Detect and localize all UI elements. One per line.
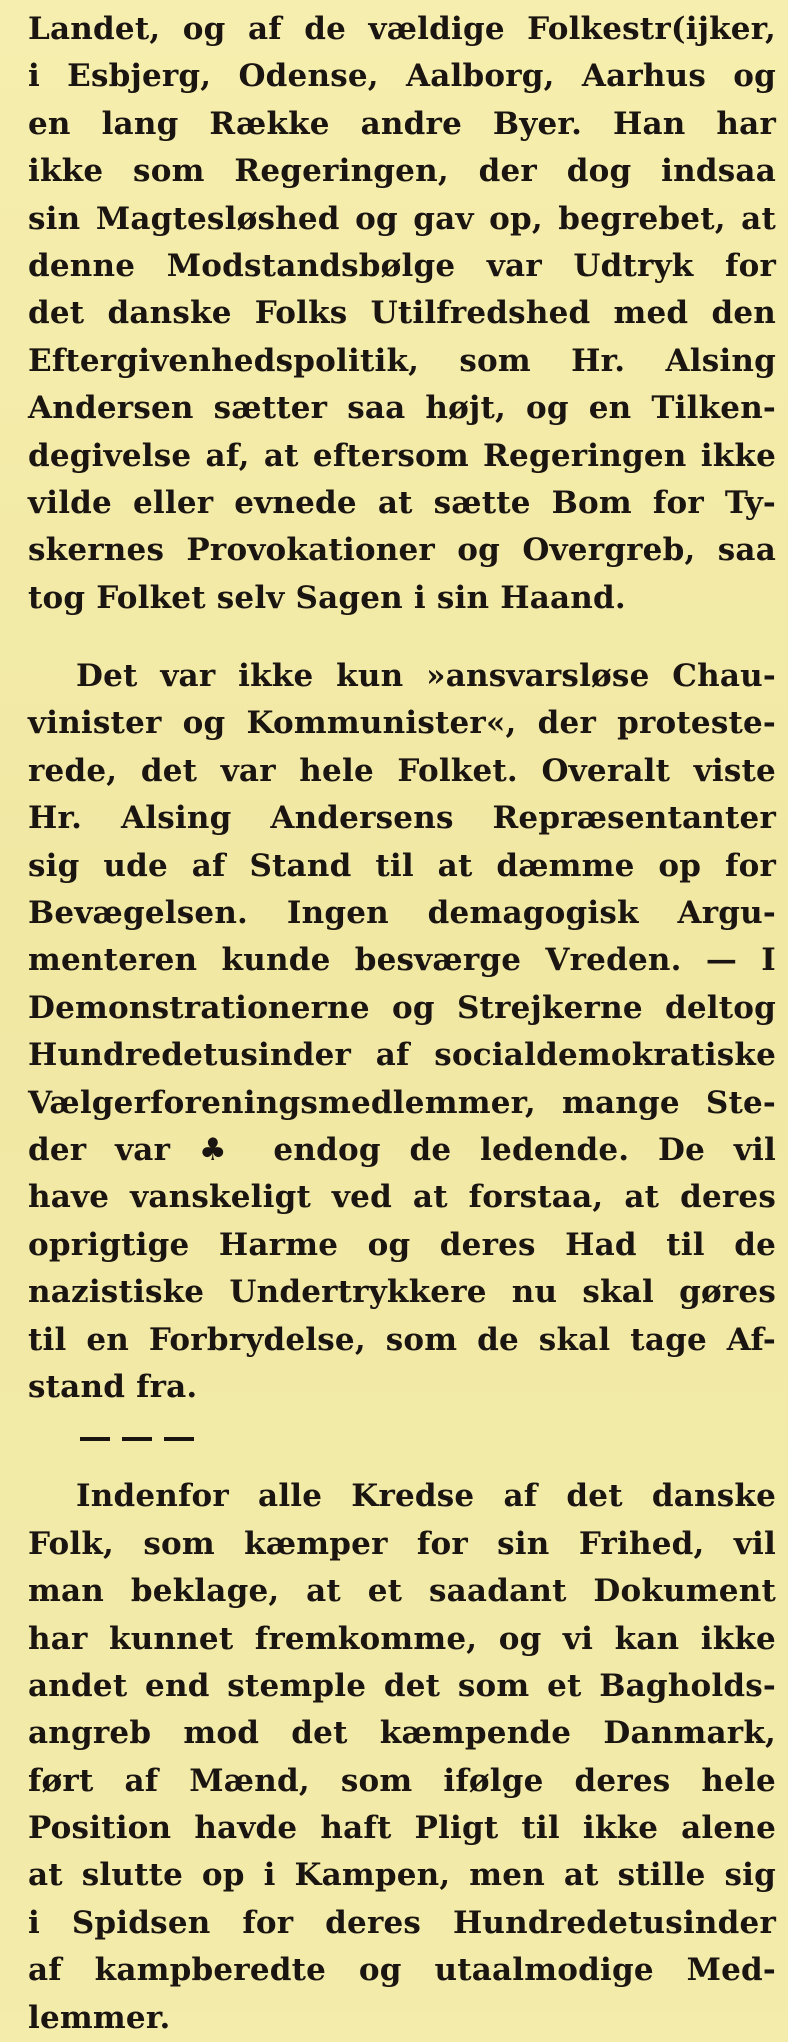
text-line: nazistiske Undertrykkere nu skal gøres <box>28 1274 776 1311</box>
text-line: Landet, og af de vældige Folkestr(ijker, <box>28 11 776 47</box>
text-line: ikke som Regeringen, der dog indsaa <box>28 153 776 190</box>
text-line: have vanskeligt ved at forstaa, at deres <box>28 1179 776 1216</box>
text-line: Indenfor alle Kredse af det danske <box>76 1478 776 1515</box>
text-line: til en Forbrydelse, som de skal tage Af- <box>28 1321 776 1358</box>
paragraph-gap <box>28 622 776 653</box>
text-line: en lang Række andre Byer. Han har <box>28 105 776 142</box>
text-line: Andersen sætter saa højt, og en Tilken- <box>28 390 776 427</box>
text-line: Eftergivenhedspolitik, som Hr. Alsing <box>28 342 776 379</box>
text-line: at slutte op i Kampen, men at stille sig <box>28 1857 776 1894</box>
text-line: denne Modstandsbølge var Udtryk for <box>28 247 776 284</box>
text-line: Position havde haft Pligt til ikke alene <box>28 1810 776 1847</box>
text-line: Det var ikke kun »ansvarsløse Chau- <box>76 658 776 695</box>
text-line: har kunnet fremkomme, og vi kan ikke <box>28 1620 776 1657</box>
text-line: Bevægelsen. Ingen demagogisk Argu- <box>28 895 776 932</box>
text-line: af kampberedte og utaalmodige Med- <box>28 1952 776 1989</box>
article-text <box>28 6 776 2042</box>
text-line: vinister og Kommunister«, der proteste- <box>28 705 776 742</box>
separator-dash <box>122 1437 152 1441</box>
text-line: Hr. Alsing Andersens Repræsentanter <box>28 800 776 837</box>
text-line: Hundredetusinder af socialdemokratiske <box>28 1037 776 1074</box>
text-line: det danske Folks Utilfredshed med den <box>28 295 776 332</box>
text-line: i Esbjerg, Odense, Aalborg, Aarhus og <box>28 58 776 95</box>
text-line: Demonstrationerne og Strejkerne deltog <box>28 989 776 1026</box>
text-line: andet end stemple det som et Bagholds- <box>28 1667 776 1704</box>
text-line: menteren kunde besværge Vreden. — I <box>28 942 776 979</box>
text-line: Folk, som kæmper for sin Frihed, vil <box>28 1525 776 1562</box>
text-line: oprigtige Harme og deres Had til de <box>28 1226 776 1263</box>
text-line: stand fra. <box>28 1368 198 1405</box>
text-line: sin Magtesløshed og gav op, begrebet, at <box>28 200 776 237</box>
text-line: angreb mod det kæmpende Danmark, <box>28 1715 776 1752</box>
separator-dash <box>164 1437 194 1441</box>
text-line: vilde eller evnede at sætte Bom for Ty- <box>28 484 776 521</box>
text-line: lemmer. <box>28 1999 171 2036</box>
text-line: skernes Provokationer og Overgreb, saa <box>28 532 776 569</box>
section-separator <box>28 1411 776 1473</box>
text-line: ført af Mænd, som ifølge deres hele <box>28 1762 776 1799</box>
paragraph-3 <box>28 1473 776 2042</box>
paragraph-1 <box>28 6 776 622</box>
paragraph-2 <box>28 653 776 1411</box>
text-line: tog Folket selv Sagen i sin Haand. <box>28 579 626 616</box>
text-line: der var ♣ endog de ledende. De vil <box>28 1131 776 1168</box>
text-line: man beklage, at et saadant Dokument <box>28 1573 776 1610</box>
text-line: sig ude af Stand til at dæmme op for <box>28 847 776 884</box>
text-line: rede, det var hele Folket. Overalt viste <box>28 752 776 789</box>
text-line: Vælgerforeningsmedlemmer, mange Ste- <box>28 1084 776 1121</box>
text-line: i Spidsen for deres Hundredetusinder <box>28 1904 776 1941</box>
text-line: degivelse af, at eftersom Regeringen ikke <box>28 437 776 474</box>
separator-dash <box>80 1437 110 1441</box>
